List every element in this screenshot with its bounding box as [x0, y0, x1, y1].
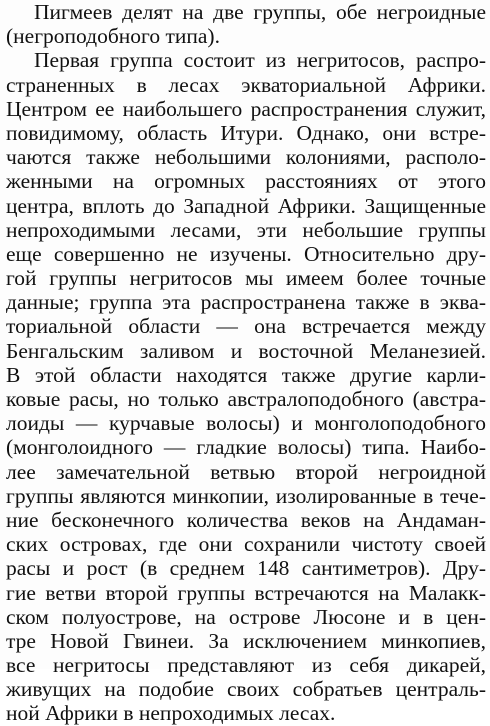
- text-line: ковые расы, но только австралоподобного (австра-: [6, 387, 486, 411]
- text-line: расы и рост (в среднем 148 сантиметров). Дру-: [6, 556, 486, 581]
- text-line: ском полуострове, на острове Люсоне и в цен-: [6, 604, 486, 629]
- text-line: чаются также небольшими колониями, располо-: [6, 145, 486, 170]
- text-line: лоиды — курчавые волосы) и монголоподобного: [6, 411, 486, 436]
- body-text: [6, 0, 486, 726]
- text-line: Центром ее наибольшего распространения служит,: [6, 96, 486, 121]
- text-line: повидимому, область Итури. Однако, они встре-: [6, 120, 486, 145]
- text-line: тре Новой Гвинеи. За исключением минкопиев,: [6, 628, 486, 653]
- text-line: Бенгальским заливом и восточной Меланезией.: [6, 338, 486, 363]
- text-line: данные; группа эта распространена также в эква-: [6, 290, 486, 315]
- text-line: ной Африки в непроходимых лесах.: [6, 701, 336, 726]
- text-line: страненных в лесах экваториальной Африки.: [6, 72, 486, 97]
- text-line: гие ветви второй группы встречаются на Малакк-: [6, 580, 486, 605]
- text-line: (негроподобного типа).: [6, 24, 220, 49]
- text-line: гой группы негритосов мы имеем более точные: [6, 266, 486, 291]
- text-line: непроходимыми лесами, эти небольшие группы: [6, 217, 486, 242]
- text-line: ториальной области — она встречается между: [6, 314, 486, 339]
- text-line: живущих на подобие своих собратьев централь-: [6, 677, 486, 702]
- text-line: ских островах, где они сохранили чистоту своей: [6, 532, 486, 557]
- text-line: Пигмеев делят на две группы, обе негроидные: [34, 0, 486, 24]
- text-line: все негритосы представляют из себя дикарей,: [6, 653, 486, 678]
- text-line: В этой области находятся также другие карли-: [6, 362, 486, 387]
- text-line: Первая группа состоит из негритосов, распро-: [34, 48, 486, 73]
- text-line: ние бесконечного количества веков на Андаман-: [6, 507, 486, 532]
- text-line: лее замечательной ветвью второй негроидной: [6, 459, 486, 484]
- text-line: еще совершенно не изучены. Относительно дру-: [6, 241, 486, 266]
- text-line: (монголоидного — гладкие волосы) типа. Наибо-: [6, 435, 486, 460]
- text-line: центра, вплоть до Западной Африки. Защищенные: [6, 193, 486, 218]
- text-line: женными на огромных расстояниях от этого: [6, 169, 486, 194]
- text-line: группы являются минкопии, изолированные в тече-: [6, 483, 486, 508]
